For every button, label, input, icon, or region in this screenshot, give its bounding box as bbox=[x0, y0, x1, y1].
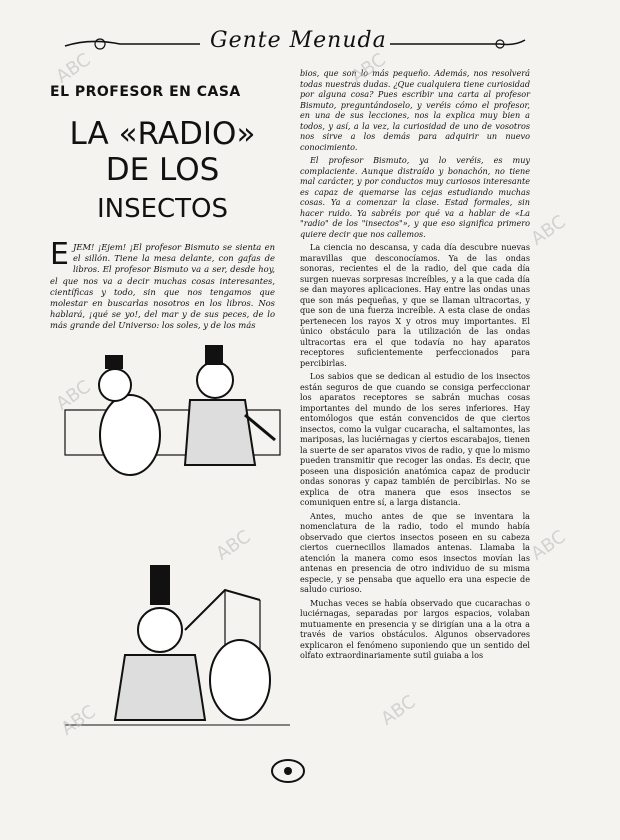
lede-text: JEM! ¡Ejem! ¡El profesor Bismuto se sienta en el sillón. Tiene la mesa delante, con gafas de libros. El profesor Bismuto va a ser, desde hoy, el que nos va a decir muchas cosas interesantes, científicas y todo, sin que nos tengamos que molestar en buscarlas nosotros en los libros. Nos hablará, ¡qué se yo!, del mar y de sus peces, de lo más grande del Universo: los soles, y de los más bbox=[50, 242, 275, 331]
watermark: ABC bbox=[377, 691, 420, 730]
watermark: ABC bbox=[57, 701, 100, 740]
paragraph: Antes, mucho antes de que se inventara la nomenclatura de la radio, todo el mundo había observado que ciertos insectos poseen en su cabeza ciertos cuernecillos llamados antenas. Llamaba la atención la manera como esos insectos movían las antenas en presencia de otro individuo de su misma especie, y se pensaba que aquello era una especie de saludo curioso. bbox=[300, 510, 530, 594]
headline-line-2: INSECTOS bbox=[96, 194, 229, 224]
watermark: ABC bbox=[527, 211, 570, 250]
paragraph: El profesor Bismuto, ya lo veréis, es muy complaciente. Aunque distraído y bonachón, no tiene mal carácter, y por conductos muy curiosos interesante es capaz de quemarse las cejas estudiando muchas cosas. Ya a comenzar la clase. Estad formales, sin hacer ruido. Ya sabréis por qué va a hablar de «La "radio" de los "insectos"», y que eso significa primero quiere decir que nos callemos. bbox=[300, 155, 530, 239]
paragraph: La ciencia no descansa, y cada día descubre nuevas maravillas que desconocíamos. Ya de las ondas sonoras, recientes el de la radio, del que cada día surgen nuevas sorpresas increíbles, y a la que cada día se dan mayores aplicaciones. Hay entre las ondas unas que son más pequeñas, y que se llaman ultracortas, y que son de una fuerza increíble. A esta clase de ondas pertenecen los rayos X y otros muy importantes. El único obstáculo para la utilización de las ondas ultracortas era el que todavía no hay aparatos receptores suficientemente perfeccionados para percibirlas. bbox=[300, 242, 530, 368]
watermark: ABC bbox=[212, 526, 255, 565]
drop-cap: E bbox=[50, 237, 69, 272]
watermark: ABC bbox=[347, 49, 390, 88]
right-column bbox=[300, 68, 530, 664]
section-title: Gente Menuda bbox=[210, 28, 387, 53]
paragraph: bios, que son lo más pequeño. Además, nos resolverá todas nuestras dudas. ¿Que cualquiera tiene curiosidad por alguna cosa? Pues escribir una carta al profesor Bismuto, preguntándoselo, y veréis cómo el profesor, en una de sus lecciones, nos la explica muy bien a todos, y así, a la vez, la curiosidad de uno de vosotros nos sirve a los demás para adquirir un nuevo conocimiento. bbox=[300, 68, 530, 152]
bottom-ornament bbox=[268, 756, 308, 786]
paragraph: Muchas veces se había observado que cucarachas o luciérnagas, separadas por largos espacios, volaban mutuamente en presencia y se dirigían una a la otra a través de varios obstáculos. Algunos observadores explicaron el fenómeno suponiendo que un sentido del olfato extraordinariamente sutil guiaba a los bbox=[300, 597, 530, 660]
watermark: ABC bbox=[527, 526, 570, 565]
watermark: ABC bbox=[52, 376, 95, 415]
watermark: ABC bbox=[52, 49, 95, 88]
lede-paragraph bbox=[50, 237, 275, 332]
section-header bbox=[60, 28, 530, 58]
illustration-professor-with-antenna bbox=[65, 560, 290, 730]
illustration-professor-and-insect bbox=[60, 345, 285, 495]
kicker: EL PROFESOR EN CASA bbox=[50, 84, 241, 100]
headline-line-1: LA «RADIO» DE LOS bbox=[69, 116, 256, 188]
paragraph: Los sabios que se dedican al estudio de los insectos están seguros de que cuando se consiga perfeccionar los aparatos receptores se sabrán muchas cosas importantes del mundo de los seres inferiores. Hay entomólogos que están convencidos de que ciertos insectos, como la vulgar cucaracha, el saltamontes, las mariposas, las luciérnagas y ciertos escarabajos, tienen la suerte de ser aparatos vivos de radio, y que lo mismo pueden transmitir que recoger las ondas. Es decir, que poseen una disposición anatómica capaz de producir ondas sonoras y capaz también de percibirlas. No se explica de otra manera que esos insectos se comuniquen entre sí, a larga distancia. bbox=[300, 371, 530, 507]
left-column bbox=[50, 80, 275, 332]
